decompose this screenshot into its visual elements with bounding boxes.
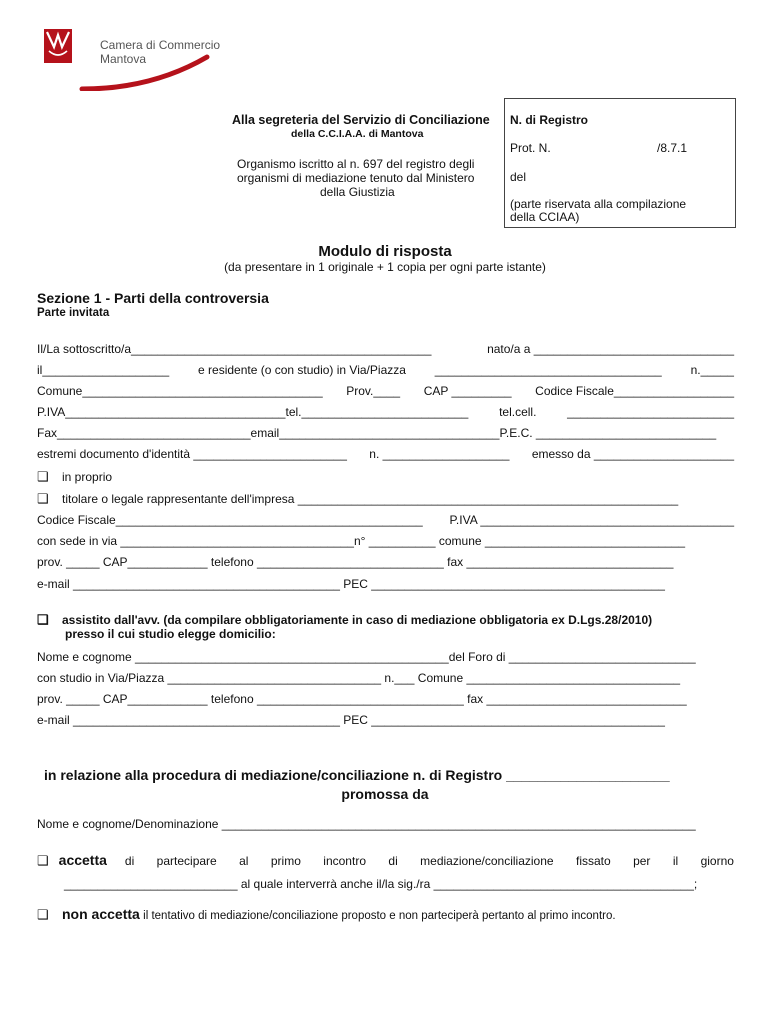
- invited-row-2[interactable]: [37, 363, 734, 377]
- form-subtitle: (da presentare in 1 originale + 1 copia per ogni parte istante): [224, 260, 546, 274]
- check-assistito-line2: presso il cui studio elegge domicilio:: [65, 627, 276, 641]
- registry-title: N. di Registro: [510, 113, 589, 127]
- invited-row-1[interactable]: [37, 342, 734, 356]
- lawyer-row-4[interactable]: [37, 713, 734, 727]
- check-titolare[interactable]: [37, 491, 678, 507]
- registry-prot-suffix: /8.7.1: [657, 141, 688, 155]
- form-title: Modulo di risposta: [318, 243, 452, 260]
- registry-note1: (parte riservata alla compilazione: [510, 197, 687, 211]
- checkbox-icon[interactable]: ❑: [37, 612, 49, 627]
- field-il[interactable]: il___________________: [37, 363, 170, 377]
- invited-row-5[interactable]: [37, 426, 734, 440]
- addressee-line1: Alla segreteria del Servizio di Conciliazione: [232, 113, 490, 127]
- relation-line1[interactable]: in relazione alla procedura di mediazione/conciliazione n. di Registro _____________________: [44, 767, 670, 783]
- registry-del[interactable]: del: [510, 170, 527, 184]
- field-tel-cell[interactable]: _________________________: [567, 405, 734, 419]
- field-codice-fiscale[interactable]: Codice Fiscale__________________: [535, 384, 734, 398]
- non-accetta-text: il tentativo di mediazione/conciliazione proposto e non parteciperà pertanto al primo incontro.: [143, 910, 616, 922]
- non-accetta-label: non accetta: [62, 906, 140, 922]
- accetta-row[interactable]: [37, 852, 734, 869]
- invited-row-3[interactable]: [37, 384, 734, 398]
- relation-line2: promossa da: [341, 786, 429, 802]
- field-comune[interactable]: Comune____________________________________: [37, 384, 323, 398]
- checkbox-icon[interactable]: ❑: [37, 853, 49, 868]
- addressee-line5: della Giustizia: [320, 185, 395, 199]
- logo-name-line1: Camera di Commercio: [100, 38, 221, 52]
- check-titolare-label[interactable]: titolare o legale rappresentante dell'impresa _________________________________________________________: [62, 492, 679, 506]
- logo-name-line2: Mantova: [100, 52, 147, 66]
- field-company-sede[interactable]: con sede in via ___________________________________n° __________ comune ______________________________: [37, 534, 686, 548]
- field-prov[interactable]: Prov.____: [346, 384, 401, 398]
- field-sottoscritto[interactable]: Il/La sottoscritto/a_____________________________________________: [37, 342, 432, 356]
- field-company-codice-fiscale[interactable]: Codice Fiscale______________________________________________: [37, 513, 423, 527]
- checkbox-icon[interactable]: ❑: [37, 469, 49, 484]
- company-row-4[interactable]: [37, 577, 734, 591]
- field-nome-denominazione[interactable]: Nome e cognome/Denominazione _______________________________________________________________________: [37, 817, 696, 831]
- accetta-text: di partecipare al primo incontro di mediazione/conciliazione fissato per il giorno: [124, 854, 734, 868]
- field-lawyer-contacts[interactable]: prov. _____ CAP____________ telefono _______________________________ fax ______________________________: [37, 692, 687, 706]
- accetta-label: accetta: [58, 852, 107, 868]
- company-row-2[interactable]: [37, 534, 734, 548]
- check-assistito[interactable]: [37, 612, 652, 628]
- field-lawyer-studio[interactable]: con studio in Via/Piazza ________________________________ n.___ Comune ________________________________: [37, 671, 681, 685]
- field-documento-numero[interactable]: n. ___________________: [369, 447, 510, 461]
- field-fax-email-pec[interactable]: Fax_____________________________email_________________________________P.E.C. ___________________________: [37, 426, 717, 440]
- addressee-line3: Organismo iscritto al n. 697 del registro degli: [237, 157, 475, 171]
- label-tel-cell: tel.cell.: [499, 405, 537, 419]
- field-lawyer-name[interactable]: Nome e cognome _______________________________________________del Foro di ____________________________: [37, 650, 696, 664]
- lawyer-row-1[interactable]: [37, 650, 734, 664]
- chamber-logo: [42, 27, 221, 91]
- company-row-3[interactable]: [37, 555, 734, 569]
- label-residente: e residente (o con studio) in Via/Piazza: [198, 363, 406, 377]
- field-piva-tel[interactable]: P.IVA_________________________________tel._________________________: [37, 405, 469, 419]
- field-cap[interactable]: CAP _________: [423, 384, 512, 398]
- field-company-piva[interactable]: P.IVA ______________________________________: [449, 513, 734, 527]
- addressee-line4: organismi di mediazione tenuto dal Ministero: [237, 171, 475, 185]
- field-nato-a[interactable]: nato/a a ______________________________: [487, 342, 734, 356]
- section1-sub: Parte invitata: [37, 307, 110, 319]
- field-lawyer-email-pec[interactable]: e-mail ________________________________________ PEC ____________________________________________: [37, 713, 665, 727]
- check-in-proprio[interactable]: [37, 469, 112, 485]
- invited-row-4[interactable]: [37, 405, 734, 419]
- non-accetta-row[interactable]: [37, 906, 616, 923]
- registry-box: [504, 98, 736, 228]
- field-documento[interactable]: estremi documento d'identità _______________________: [37, 447, 347, 461]
- check-assistito-line1: assistito dall'avv. (da compilare obbligatoriamente in caso di mediazione obbligatoria ex D.Lgs.28/2010): [62, 613, 653, 627]
- check-in-proprio-label: in proprio: [62, 470, 113, 484]
- lawyer-row-2[interactable]: [37, 671, 734, 685]
- section1-heading: Sezione 1 - Parti della controversia: [37, 290, 269, 306]
- checkbox-icon[interactable]: ❑: [37, 907, 49, 922]
- invited-row-6[interactable]: [37, 447, 734, 461]
- lawyer-row-3[interactable]: [37, 692, 734, 706]
- checkbox-icon[interactable]: ❑: [37, 491, 49, 506]
- field-company-contacts[interactable]: prov. _____ CAP____________ telefono ____________________________ fax _______________________________: [37, 555, 674, 569]
- field-company-email-pec[interactable]: e-mail ________________________________________ PEC ____________________________________________: [37, 577, 665, 591]
- company-row-1[interactable]: [37, 513, 734, 527]
- field-emesso-da[interactable]: emesso da _____________________: [531, 447, 734, 461]
- field-numero[interactable]: n._____: [690, 363, 734, 377]
- field-via-piazza[interactable]: __________________________________: [434, 363, 662, 377]
- registry-note2: della CCIAA): [510, 210, 580, 224]
- accetta-line2[interactable]: __________________________ al quale interverrà anche il/la sig./ra _______________________________________;: [64, 877, 698, 891]
- registry-prot[interactable]: Prot. N.: [510, 141, 551, 155]
- addressee-line2: della C.C.I.A.A. di Mantova: [291, 128, 424, 140]
